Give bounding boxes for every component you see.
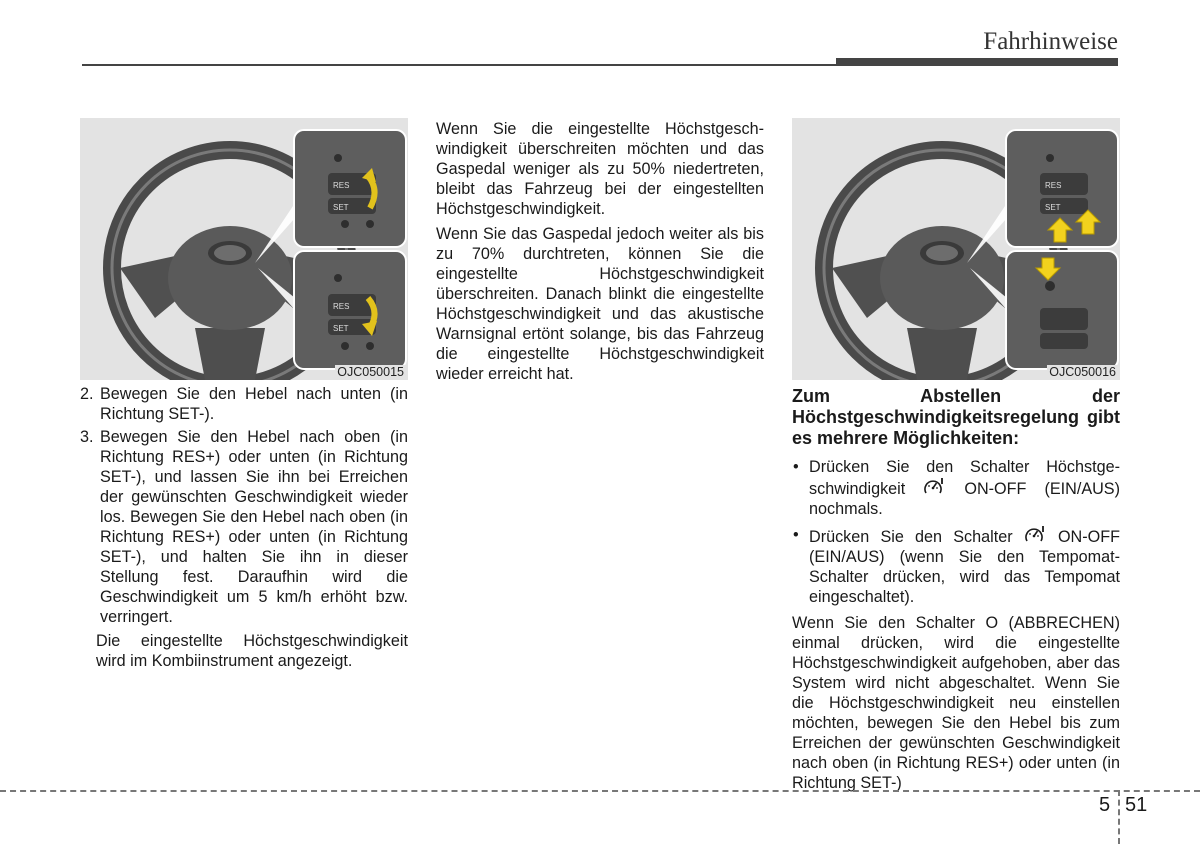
middle-column-text: [436, 119, 764, 389]
page-header-title: Fahrhinweise: [983, 28, 1118, 55]
figure-code-left: OJC050015: [337, 365, 404, 379]
list-item-text: Bewegen Sie den Hebel nach unten (in Richtung SET-).: [100, 385, 408, 423]
list-item-number: 2.: [80, 385, 94, 403]
svg-text:RES: RES: [333, 181, 350, 190]
note-paragraph: Die eingestellte Höchstgeschwindigkeit wird im Kombiinstrument angezeigt.: [96, 632, 408, 670]
footer-dashed-rule: [0, 790, 1200, 792]
right-column-text: [792, 386, 1120, 798]
list-item: [80, 384, 408, 424]
figure-steering-wheel-right: [792, 118, 1120, 380]
svg-text:SET: SET: [333, 324, 349, 333]
bullet-dot: •: [793, 458, 799, 476]
svg-text:SET: SET: [1045, 203, 1061, 212]
figure-code-right: OJC050016: [1049, 365, 1116, 379]
paragraph: Wenn Sie die eingestellte Höchstgeschwindigkeit überschreiten möchten und das Gaspedal weniger als zu 50% niedertreten, bleibt das Fahrzeug bei der eingestellten Höchstgeschwindigkeit.: [436, 120, 764, 218]
list-item: [792, 525, 1120, 607]
bullet-text-before: Drücken Sie den Schalter: [809, 528, 1013, 546]
svg-text:RES: RES: [1045, 181, 1062, 190]
bullet-text-after: ON-OFF (EIN/AUS) (wenn Sie den Tempomat-Schalter drücken, wird das Tempomat eingeschaltet).: [809, 528, 1121, 606]
page-number: 51: [1125, 794, 1148, 816]
steering-wheel-illustration-right: [792, 118, 1120, 380]
section-number: 5: [1099, 794, 1111, 816]
figure-steering-wheel-left: [80, 118, 408, 380]
list-item: [792, 457, 1120, 519]
footer-vertical-rule: [1118, 790, 1120, 844]
paragraph: Wenn Sie das Gaspedal jedoch weiter als bis zu 70% durchtreten, können Sie die eingestellte Höchstgeschwindigkeit überschreiten. Danach blinkt die eingestellte Höchstgeschwindigkeit und das akustische Warnsignal ertönt solange, bis das Fahrzeug die eingestellte Höchstgeschwindigkeit wieder erreicht hat.: [436, 225, 764, 383]
bullet-text-after: ON-OFF (EIN/AUS) nochmals.: [809, 480, 1120, 518]
header-rule-thick: [836, 58, 1118, 66]
bullet-dot: •: [793, 526, 799, 544]
header-rule-thin: [82, 64, 836, 66]
section-heading: Zum Abstellen der Höchstgeschwindigkeitsregelung gibt es mehrere Möglichkeiten:: [792, 386, 1120, 448]
bullet-text-before: Drücken Sie den Schalter Höchstgeschwindigkeit: [809, 458, 1120, 498]
steering-wheel-illustration-left: [80, 118, 408, 380]
cruise-control-icon: [1024, 525, 1046, 545]
list-item: [80, 427, 408, 627]
svg-text:SET: SET: [333, 203, 349, 212]
list-item-number: 3.: [80, 428, 94, 446]
paragraph: Wenn Sie den Schalter O (ABBRECHEN) einmal drücken, wird die eingestellte Höchstgeschwindigkeit aufgehoben, aber das System wird nicht abgeschaltet. Wenn Sie die Höchstgeschwindigkeit neu einstellen möchten, bewegen Sie den Hebel bis zum Erreichen der gewünschten Geschwindigkeit nach oben (in Richtung RES+) oder unten (in Richtung SET-): [792, 614, 1120, 792]
cruise-control-icon: [923, 477, 945, 497]
svg-text:RES: RES: [333, 302, 350, 311]
list-item-text: Bewegen Sie den Hebel nach oben (in Richtung RES+) oder unten (in Richtung SET-), und lassen Sie ihn bei Erreichen der gewünschten Geschwindigkeit wieder los. Bewegen Sie den Hebel nach oben (in Richtung RES+) oder unten (in Richtung SET-), und halten Sie ihn in dieser Stellung fest. Daraufhin wird die Geschwindigkeit um 5 km/h erhöht bzw. verringert.: [100, 428, 408, 626]
left-column-text: [80, 384, 408, 671]
